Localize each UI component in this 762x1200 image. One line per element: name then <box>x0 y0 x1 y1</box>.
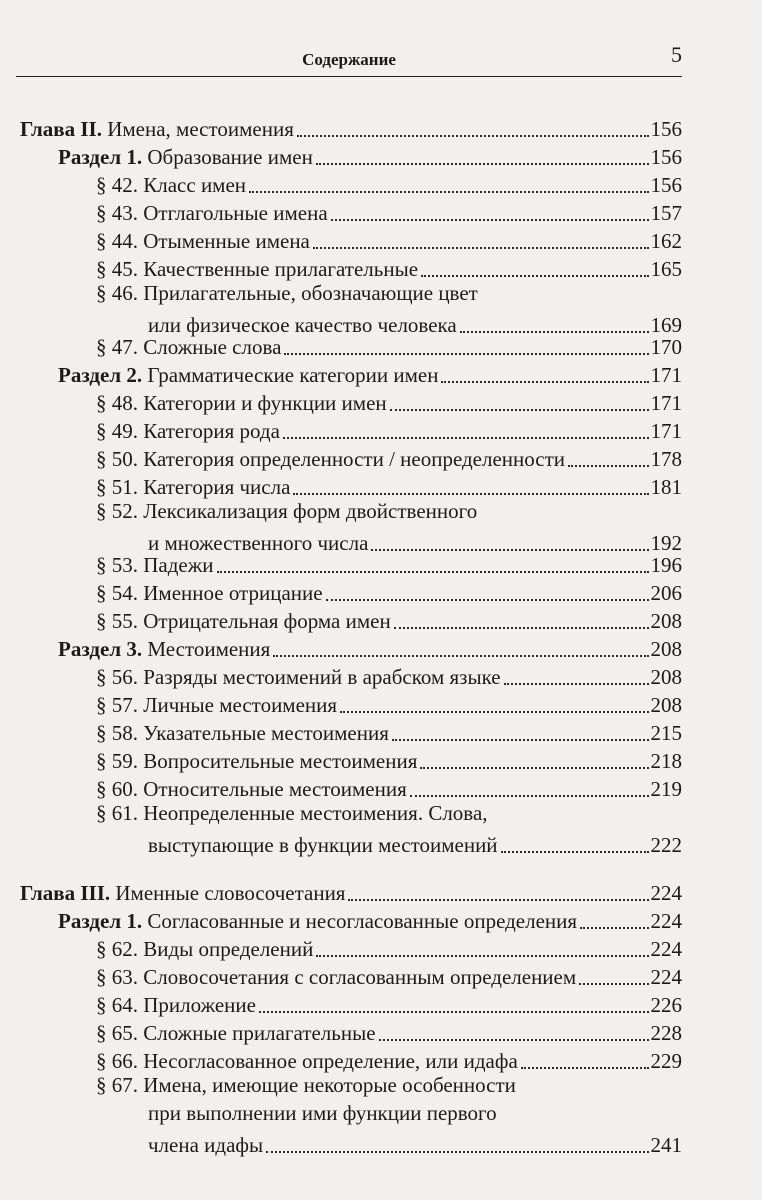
dot-leader <box>283 436 649 439</box>
toc-entry-line: § 46. Прилагательные, обозначающие цвет <box>96 281 478 305</box>
toc-paragraph-entry[interactable] <box>96 988 682 1018</box>
dot-leader <box>421 274 648 277</box>
toc-page-number: 162 <box>650 229 682 253</box>
toc-entry-label: выступающие в функции местоимений <box>148 833 498 857</box>
dot-leader <box>340 710 648 713</box>
toc-page-number: 206 <box>650 581 682 605</box>
toc-entry-label: § 50. Категория определенности / неопределенности <box>96 447 566 471</box>
dot-leader <box>441 380 648 383</box>
toc-entry-label: § 47. Сложные слова <box>96 335 282 359</box>
dot-leader <box>579 982 648 985</box>
toc-entry-label: Раздел 1. Согласованные и несогласованные определения <box>58 909 578 933</box>
toc-entry-line: при выполнении ими функции первого <box>148 1101 497 1125</box>
toc-page-number: 215 <box>650 721 682 745</box>
toc-entry-label: Раздел 3. Местоимения <box>58 637 271 661</box>
toc-paragraph-entry[interactable] <box>96 168 682 198</box>
toc-entry-label: § 65. Сложные прилагательные <box>96 1021 376 1045</box>
toc-entry-label: § 51. Категория числа <box>96 475 291 499</box>
toc-paragraph-entry[interactable] <box>96 576 682 606</box>
page-number: 5 <box>671 42 682 67</box>
toc-page-number: 170 <box>650 335 682 359</box>
toc-page-number: 165 <box>650 257 682 281</box>
toc-paragraph-entry[interactable] <box>96 196 682 226</box>
toc-paragraph-entry[interactable] <box>96 1016 682 1046</box>
toc-entry-label: члена идафы <box>148 1133 264 1157</box>
toc-entry-label: § 62. Виды определений <box>96 937 314 961</box>
toc-paragraph-entry[interactable] <box>96 548 682 578</box>
dot-leader <box>326 598 649 601</box>
toc-chapter-entry[interactable] <box>20 112 682 142</box>
dot-leader <box>392 738 649 741</box>
toc-page-number: 208 <box>650 637 682 661</box>
toc-entry-label: § 58. Указательные местоимения <box>96 721 389 745</box>
dot-leader <box>259 1010 649 1013</box>
toc-entry-label: или физическое качество человека <box>148 313 457 337</box>
toc-paragraph-entry[interactable] <box>96 660 682 690</box>
toc-entry-label: § 42. Класс имен <box>96 173 247 197</box>
toc-page-number: 208 <box>650 665 682 689</box>
toc-page-number: 156 <box>650 117 682 141</box>
toc-entry-line: § 61. Неопределенные местоимения. Слова, <box>96 801 488 825</box>
toc-entry-label: § 63. Словосочетания с согласованным определением <box>96 965 577 989</box>
dot-leader <box>410 794 649 797</box>
dot-leader <box>394 626 649 629</box>
toc-page-number: 208 <box>650 609 682 633</box>
dot-leader <box>379 1038 649 1041</box>
toc-entry-line: § 52. Лексикализация форм двойственного <box>96 499 478 523</box>
toc-page-number: 196 <box>650 553 682 577</box>
toc-entry-label: Глава II. Имена, местоимения <box>20 117 294 141</box>
toc-page-number: 226 <box>650 993 682 1017</box>
toc-entry-label: и множественного числа <box>148 531 369 555</box>
toc-paragraph-entry[interactable] <box>96 386 682 416</box>
toc-page-number: 156 <box>650 173 682 197</box>
toc-paragraph-entry[interactable] <box>96 960 682 990</box>
toc-entry-label: § 55. Отрицательная форма имен <box>96 609 391 633</box>
toc-paragraph-entry[interactable] <box>96 772 682 802</box>
toc-paragraph-entry[interactable] <box>148 828 682 858</box>
toc-page-number: 218 <box>650 749 682 773</box>
toc-entry-label: § 56. Разряды местоимений в арабском языке <box>96 665 501 689</box>
toc-paragraph-entry[interactable] <box>96 744 682 774</box>
toc-paragraph-entry[interactable] <box>96 224 682 254</box>
dot-leader <box>273 654 648 657</box>
dot-leader <box>313 246 649 249</box>
toc-paragraph-entry[interactable] <box>96 414 682 444</box>
dot-leader <box>348 898 648 901</box>
dot-leader <box>501 850 649 853</box>
dot-leader <box>504 682 649 685</box>
toc-page-number: 178 <box>650 447 682 471</box>
toc-page-number: 224 <box>650 937 682 961</box>
dot-leader <box>521 1066 649 1069</box>
toc-paragraph-entry[interactable] <box>96 330 682 360</box>
dot-leader <box>316 162 649 165</box>
toc-page-number: 228 <box>650 1021 682 1045</box>
toc-paragraph-entry[interactable] <box>96 1044 682 1074</box>
toc-page-number: 181 <box>650 475 682 499</box>
toc-paragraph-entry[interactable] <box>96 470 682 500</box>
toc-page-number: 222 <box>650 833 682 857</box>
toc-entry-label: Раздел 1. Образование имен <box>58 145 313 169</box>
toc-entry-label: § 43. Отглагольные имена <box>96 201 328 225</box>
toc-entry-label: § 59. Вопросительные местоимения <box>96 749 418 773</box>
toc-entry-label: § 66. Несогласованное определение, или идафа <box>96 1049 518 1073</box>
toc-entry-label: § 53. Падежи <box>96 553 214 577</box>
toc-page-number: 229 <box>650 1049 682 1073</box>
dot-leader <box>249 190 648 193</box>
toc-page-number: 219 <box>650 777 682 801</box>
toc-section-entry[interactable] <box>58 904 682 934</box>
toc-page-number: 156 <box>650 145 682 169</box>
toc-page-number: 208 <box>650 693 682 717</box>
toc-section-entry[interactable] <box>58 140 682 170</box>
header-title: Содержание <box>302 50 396 69</box>
toc-entry-label: Глава III. Именные словосочетания <box>20 881 346 905</box>
toc-page-number: 157 <box>650 201 682 225</box>
toc-page-number: 224 <box>650 881 682 905</box>
toc-page-number: 224 <box>650 965 682 989</box>
toc-paragraph-entry[interactable] <box>148 1128 682 1158</box>
toc-section-entry[interactable] <box>58 358 682 388</box>
dot-leader <box>390 408 649 411</box>
toc-entry-label: § 60. Относительные местоимения <box>96 777 407 801</box>
toc-page-number: 171 <box>650 419 682 443</box>
toc-entry-label: Раздел 2. Грамматические категории имен <box>58 363 439 387</box>
toc-entry-label: § 64. Приложение <box>96 993 256 1017</box>
dot-leader <box>420 766 648 769</box>
toc-paragraph-entry[interactable] <box>96 932 682 962</box>
toc-entry-label: § 54. Именное отрицание <box>96 581 323 605</box>
dot-leader <box>316 954 648 957</box>
toc-paragraph-entry[interactable] <box>96 688 682 718</box>
toc-page-number: 192 <box>650 531 682 555</box>
toc-page-number: 224 <box>650 909 682 933</box>
dot-leader <box>217 570 649 573</box>
toc-page-number: 171 <box>650 391 682 415</box>
toc-paragraph-entry[interactable] <box>96 716 682 746</box>
toc-entry-line: § 67. Имена, имеющие некоторые особенности <box>96 1073 516 1097</box>
toc-entry-label: § 49. Категория рода <box>96 419 280 443</box>
dot-leader <box>293 492 648 495</box>
toc-page-number: 169 <box>650 313 682 337</box>
toc-paragraph-entry[interactable] <box>96 252 682 282</box>
running-header <box>16 42 682 77</box>
toc-page-number: 241 <box>650 1133 682 1157</box>
toc-section-entry[interactable] <box>58 632 682 662</box>
toc-entry-label: § 48. Категории и функции имен <box>96 391 387 415</box>
toc-entry-label: § 44. Отыменные имена <box>96 229 310 253</box>
toc-paragraph-entry[interactable] <box>96 604 682 634</box>
toc-page-number: 171 <box>650 363 682 387</box>
dot-leader <box>568 464 648 467</box>
dot-leader <box>331 218 649 221</box>
toc-entry-label: § 45. Качественные прилагательные <box>96 257 419 281</box>
dot-leader <box>297 134 649 137</box>
dot-leader <box>580 926 648 929</box>
toc-chapter-entry[interactable] <box>20 876 682 906</box>
toc-entry-label: § 57. Личные местоимения <box>96 693 338 717</box>
toc-paragraph-entry[interactable] <box>96 442 682 472</box>
dot-leader <box>266 1150 648 1153</box>
dot-leader <box>284 352 648 355</box>
